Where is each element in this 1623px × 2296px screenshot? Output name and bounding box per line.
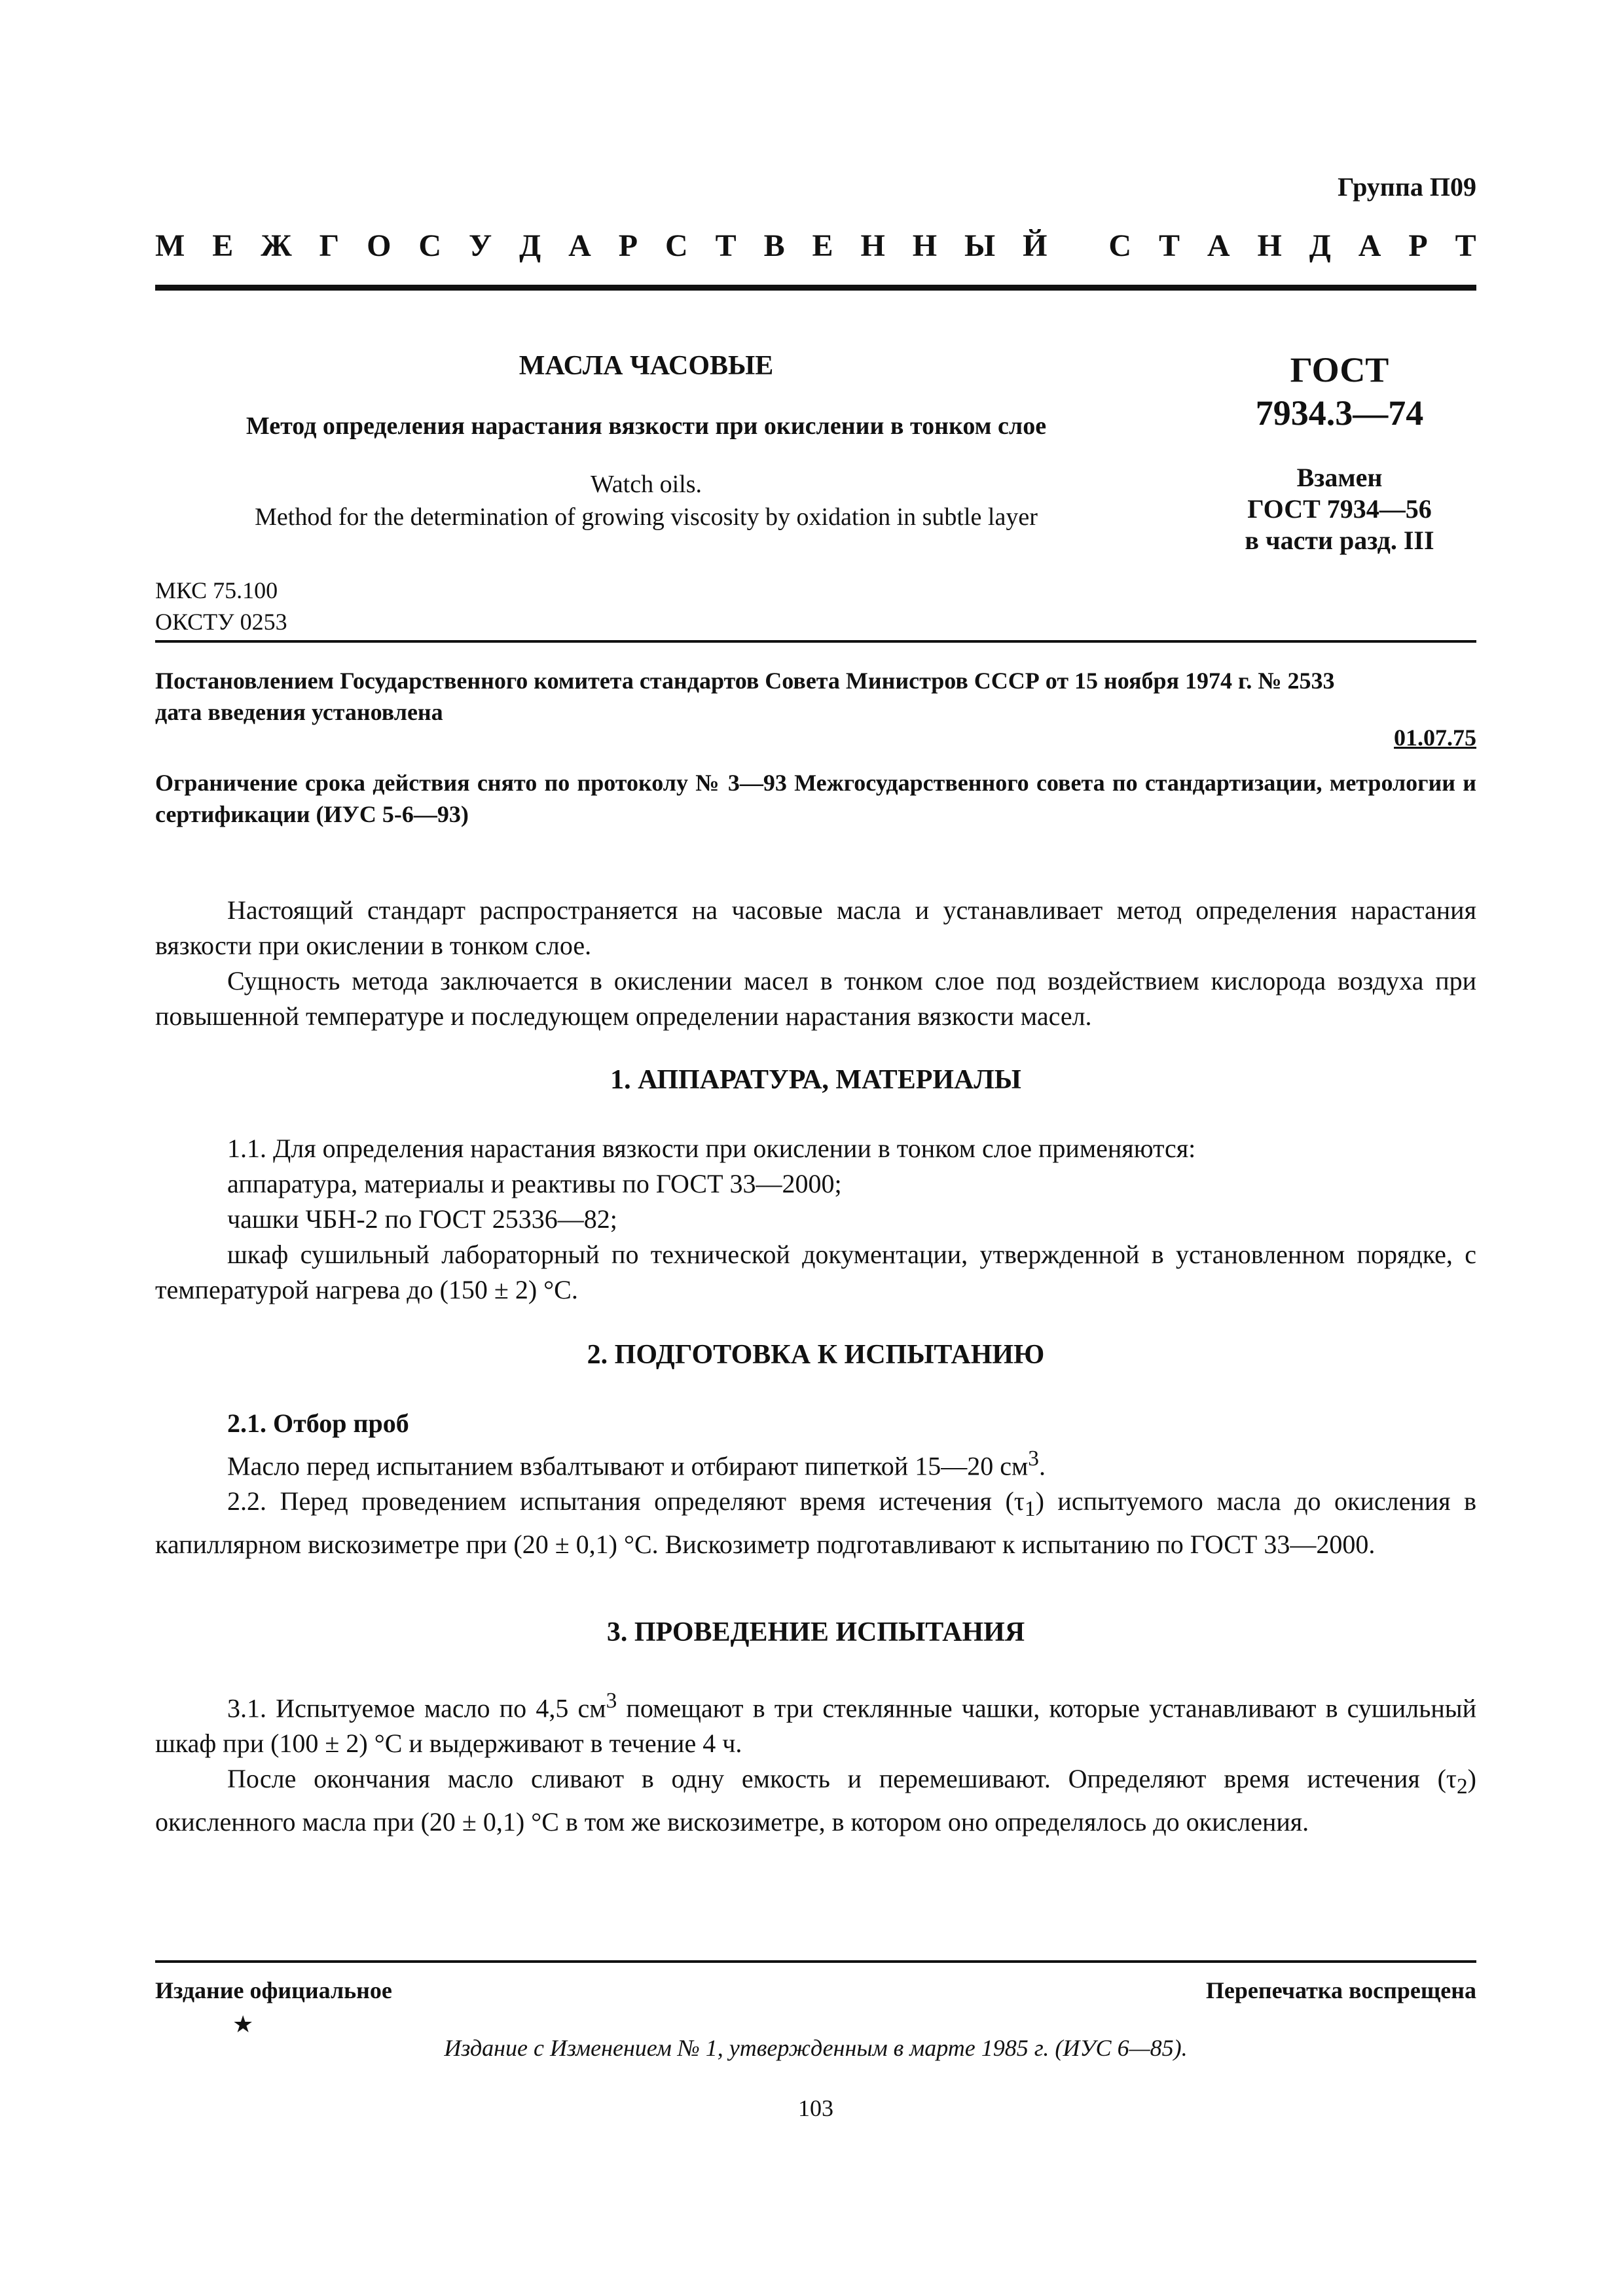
heading-letter: А	[1207, 228, 1230, 263]
section-2-paragraph-2	[155, 1484, 1476, 1562]
heading-letter: А	[1358, 228, 1381, 263]
intro-text	[155, 893, 1476, 1034]
group-code: Группа П09	[1338, 172, 1476, 202]
gost-number: 7934.3—74	[1255, 393, 1424, 433]
heading-letter: Д	[1309, 228, 1331, 263]
section-2-p2-subscript: 1	[1024, 1497, 1036, 1522]
title-main: МАСЛА ЧАСОВЫЕ	[519, 351, 774, 381]
section-1-text	[155, 1131, 1476, 1308]
title-english	[155, 468, 1137, 533]
section-3-paragraph-1	[155, 1683, 1476, 1761]
heading-letter: С	[1108, 228, 1131, 263]
document-page	[155, 0, 1476, 2296]
heading-letter: С	[418, 228, 442, 263]
edition-note: Издание с Изменением № 1, утвержденным в марте 1985 г. (ИУС 6—85).	[444, 2035, 1188, 2061]
heading-letter: У	[468, 228, 492, 263]
title-block	[155, 350, 1137, 533]
section-2-heading: 2. ПОДГОТОВКА К ИСПЫТАНИЮ	[587, 1340, 1045, 1370]
section-2-p1-superscript: 3	[1028, 1446, 1039, 1471]
heading-letter: Т	[715, 228, 737, 263]
section-2-p2-text-a: 2.2. Перед проведением испытания определяют время истечения (τ	[227, 1486, 1025, 1516]
heading-letter: Е	[212, 228, 234, 263]
section-1-heading: 1. АППАРАТУРА, МАТЕРИАЛЫ	[610, 1065, 1021, 1095]
heading-letter: Н	[912, 228, 938, 263]
heading-letter: Т	[1455, 228, 1476, 263]
section-3-p1-text-b: помещают в три стеклянные чашки, которые устанавливают в сушильный шкаф при (100 ± 2) °С и выдерживают в течение 4 ч.	[155, 1693, 1477, 1759]
official-edition-label: Издание официальное	[155, 1977, 392, 2003]
heading-letter: Р	[618, 228, 638, 263]
intro-paragraph-1: Настоящий стандарт распространяется на часовые масла и устанавливает метод определения нарастания вязкости при окислении в тонком слое.	[155, 895, 1476, 960]
section-3-heading: 3. ПРОВЕДЕНИЕ ИСПЫТАНИЯ	[606, 1617, 1025, 1647]
section-1-paragraph-4: шкаф сушильный лабораторный по технической документации, утвержденной в установленном порядке, с температурой нагрева до (150 ± 2) °С.	[155, 1240, 1476, 1304]
section-2-p1-end: .	[1038, 1451, 1046, 1481]
reprint-prohibited-label: Перепечатка воспрещена	[1205, 1977, 1476, 2003]
star-icon: ★	[232, 2011, 254, 2037]
classification-codes	[155, 575, 287, 637]
section-2-p2-text-b: ) испытуемого масла до окисления в капиллярном вискозиметре при (20 ± 0,1) °С. Вискозиметр подготавливают к испытанию по ГОСТ 33—2000.	[155, 1486, 1476, 1560]
okstu-code: ОКСТУ 0253	[155, 609, 287, 635]
section-2-subheading: 2.1. Отбор проб	[227, 1408, 409, 1438]
page-number: 103	[798, 2095, 833, 2121]
title-english-line1: Watch oils.	[590, 471, 702, 498]
section-1-paragraph-2: аппаратура, материалы и реактивы по ГОСТ 33—2000;	[227, 1169, 842, 1198]
title-subtitle: Метод определения нарастания вязкости при окислении в тонком слое	[246, 412, 1047, 440]
gost-label: ГОСТ	[1290, 350, 1389, 389]
heading-letter: Е	[812, 228, 833, 263]
decree-line2: дата введения установлена	[155, 699, 443, 725]
heading-letter: Р	[1408, 228, 1428, 263]
heading-letter: В	[763, 228, 785, 263]
decree-text	[155, 665, 1476, 728]
heading-letter: Т	[1158, 228, 1180, 263]
heading-letter: Д	[519, 228, 541, 263]
validity-limit-note: Ограничение срока действия снято по протоколу № 3—93 Межгосударственного совета по стандартизации, метрологии и сертификации (ИУС 5-6—93)	[155, 770, 1476, 827]
header-rule	[155, 285, 1476, 291]
heading-letter: Й	[1023, 228, 1048, 263]
replaces-line3: в части разд. III	[1245, 526, 1434, 555]
footer-rule	[155, 1960, 1476, 1963]
section-1-paragraph-1: 1.1. Для определения нарастания вязкости при окислении в тонком слое применяются:	[227, 1134, 1196, 1163]
introduction-date: 01.07.75	[1394, 725, 1476, 751]
heading-letter: С	[665, 228, 688, 263]
mks-code: МКС 75.100	[155, 577, 278, 603]
section-3-p2-text-a: После окончания масло сливают в одну емкость и перемешивают. Определяют время истечения (τ	[227, 1764, 1457, 1794]
heading-letter: А	[568, 228, 591, 263]
heading-word-gap	[1074, 228, 1081, 264]
replaces-note	[1203, 462, 1476, 556]
codes-rule	[155, 640, 1476, 643]
section-1-paragraph-3: чашки ЧБН-2 по ГОСТ 25336—82;	[227, 1204, 617, 1234]
section-3-p1-superscript: 3	[606, 1689, 617, 1713]
gost-designation	[1203, 348, 1476, 556]
heading-letter: Н	[860, 228, 885, 263]
heading-letter: Н	[1257, 228, 1282, 263]
section-2-paragraph-1	[155, 1441, 1476, 1484]
heading-letter: О	[367, 228, 392, 263]
intro-paragraph-2: Сущность метода заключается в окислении масел в тонком слое под воздействием кислорода воздуха при повышенной температуре и последующем определении нарастания вязкости масел.	[155, 966, 1476, 1031]
heading-letter: Ж	[261, 228, 292, 263]
section-2-p1-text: Масло перед испытанием взбалтывают и отбирают пипеткой 15—20 см	[227, 1451, 1029, 1481]
section-3-paragraph-2	[155, 1761, 1476, 1840]
section-3-p1-text-a: 3.1. Испытуемое масло по 4,5 см	[227, 1693, 606, 1723]
replaces-line1: Взамен	[1296, 463, 1383, 492]
replaces-line2: ГОСТ 7934—56	[1247, 494, 1432, 524]
interstate-standard-heading	[155, 228, 1476, 264]
heading-letter: М	[155, 228, 185, 263]
section-3-p2-text-b: ) окисленного масла при (20 ± 0,1) °С в том же вискозиметре, в котором оно определялось до окисления.	[155, 1764, 1476, 1837]
decree-line1: Постановлением Государственного комитета стандартов Совета Министров СССР от 15 ноября 1974 г. № 2533	[155, 668, 1335, 694]
heading-letter: Ы	[964, 228, 996, 263]
section-3-text	[155, 1683, 1476, 1840]
section-3-p2-subscript: 2	[1457, 1774, 1468, 1799]
section-2-text	[155, 1406, 1476, 1562]
heading-letter: Г	[319, 228, 340, 263]
title-english-line2: Method for the determination of growing viscosity by oxidation in subtle layer	[255, 503, 1038, 531]
